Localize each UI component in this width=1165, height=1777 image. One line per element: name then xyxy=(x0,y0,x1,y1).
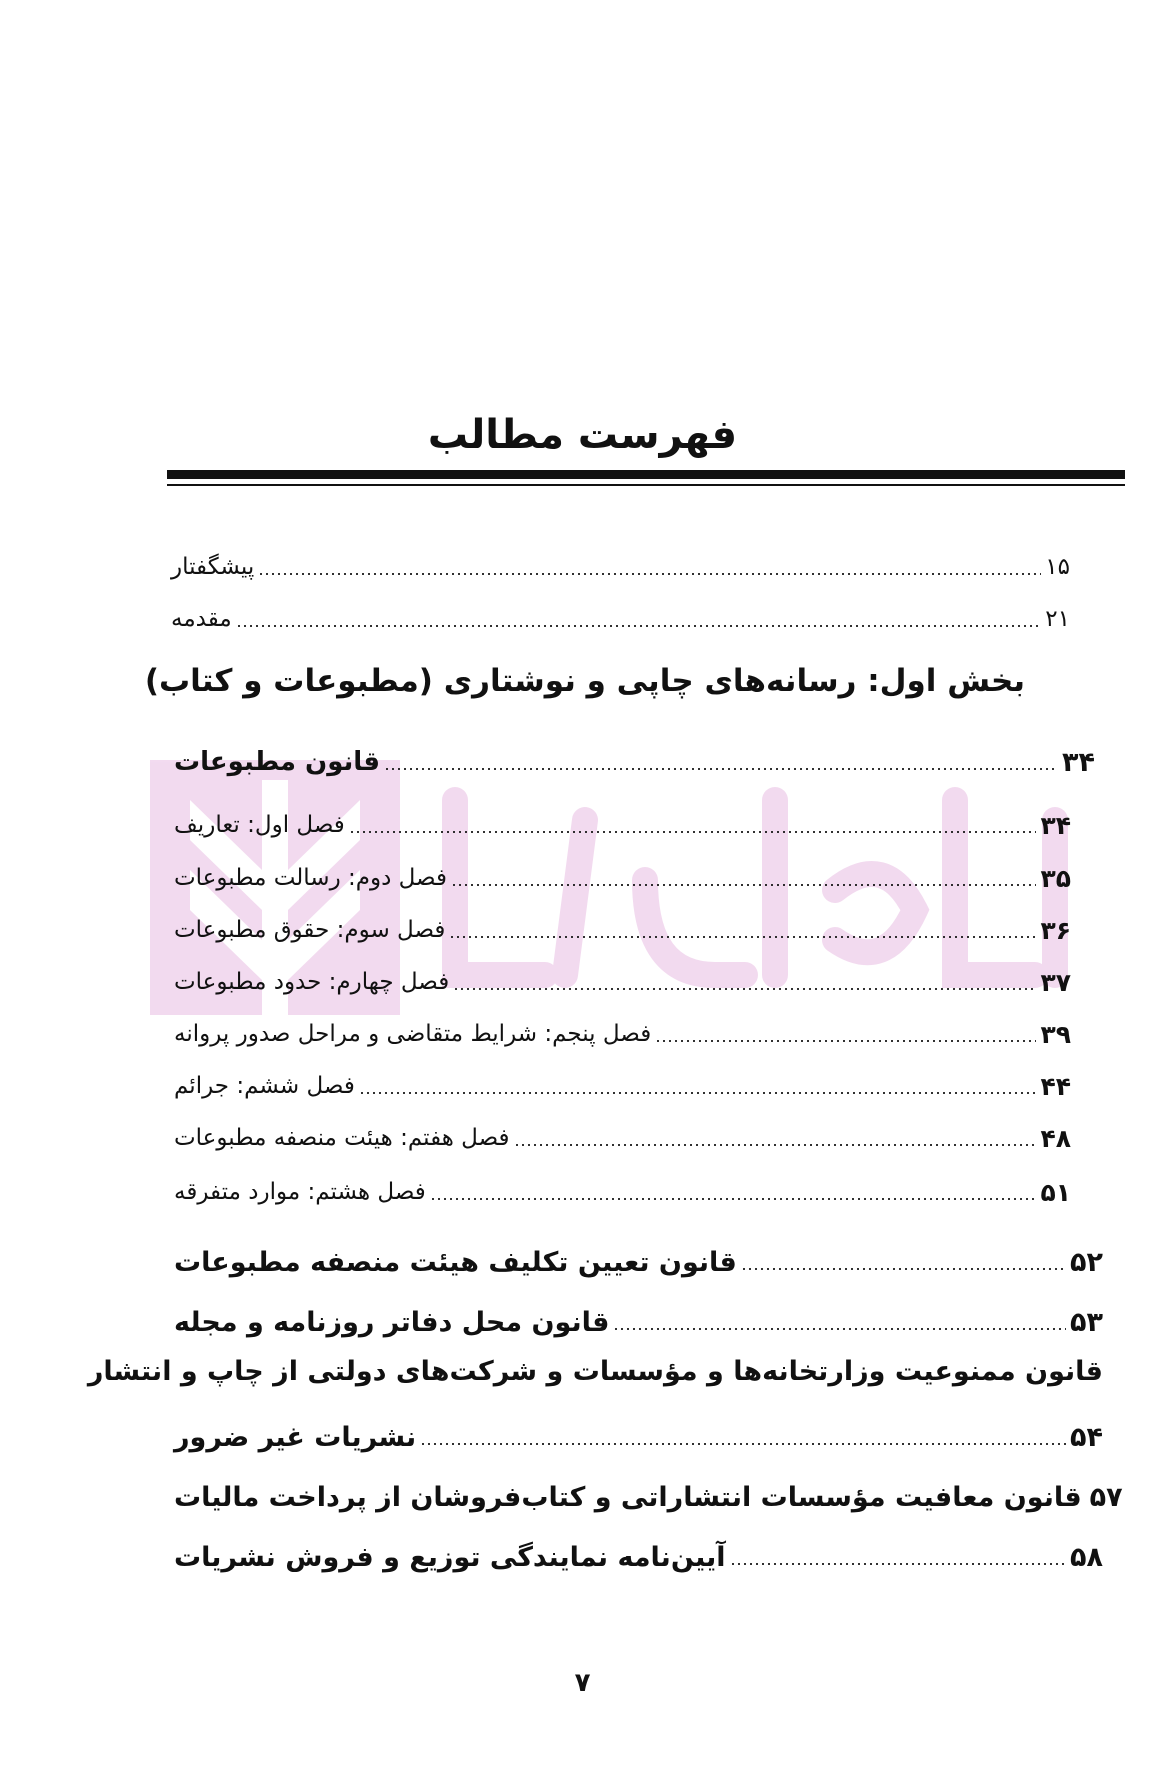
toc-entry-label: نشریات غیر ضرور xyxy=(174,1421,417,1453)
title-rule-thick xyxy=(167,470,1125,479)
toc-entry-law[interactable] xyxy=(170,1300,1103,1344)
dot-leader xyxy=(430,1198,1037,1200)
toc-entry-page: ۳۴ xyxy=(1040,810,1071,840)
page-number: ۷ xyxy=(574,1668,591,1698)
toc-entry-page: ۳۷ xyxy=(1040,967,1071,997)
toc-entry-label: فصل چهارم: حدود مطبوعات xyxy=(174,969,450,995)
toc-entry-label: فصل دوم: رسالت مطبوعات xyxy=(174,865,448,891)
toc-entry-label: فصل پنجم: شرایط متقاضی و مراحل صدور پروانه xyxy=(174,1021,652,1047)
toc-entry-page: ۵۳ xyxy=(1070,1306,1103,1338)
toc-entry-label: فصل اول: تعاریف xyxy=(174,812,345,838)
toc-entry-law[interactable] xyxy=(170,1535,1103,1579)
toc-entry-label: قانون معافیت مؤسسات انتشاراتی و کتاب‌فروشان از پرداخت مالیات xyxy=(174,1481,1082,1513)
toc-entry-page: ۵۱ xyxy=(1040,1177,1071,1207)
toc-entry-page: ۴۸ xyxy=(1040,1123,1071,1153)
toc-entry-label: فصل هشتم: موارد متفرقه xyxy=(174,1179,426,1205)
toc-entry-chapter[interactable] xyxy=(170,908,1071,952)
dot-leader xyxy=(359,1092,1037,1094)
toc-entry-label: آیین‌نامه نمایندگی توزیع و فروش نشریات xyxy=(174,1541,726,1573)
toc-entry-page: ۳۴ xyxy=(1062,746,1095,778)
toc-entry-chapter[interactable] xyxy=(170,1012,1071,1056)
toc-entry-label: فصل سوم: حقوق مطبوعات xyxy=(174,917,446,943)
toc-entry-law[interactable] xyxy=(170,1240,1103,1284)
toc-entry-label: پیشگفتار xyxy=(171,554,255,580)
toc-entry-law[interactable] xyxy=(170,1415,1103,1459)
dot-leader xyxy=(741,1268,1066,1270)
dot-leader xyxy=(258,573,1041,575)
toc-entry-page: ۵۲ xyxy=(1070,1246,1103,1278)
dot-leader xyxy=(514,1144,1037,1146)
toc-entry-introduction[interactable] xyxy=(167,597,1070,641)
dot-leader xyxy=(349,831,1037,833)
toc-entry-law[interactable] xyxy=(170,1475,1123,1519)
toc-entry-page: ۵۴ xyxy=(1070,1421,1103,1453)
dot-leader xyxy=(420,1443,1066,1445)
part-heading: بخش اول: رسانه‌های چاپی و نوشتاری (مطبوعات و کتاب) xyxy=(144,663,1025,699)
toc-entry-label: مقدمه xyxy=(171,606,232,632)
toc-entry-chapter[interactable] xyxy=(170,803,1071,847)
dot-leader xyxy=(384,768,1058,770)
dot-leader xyxy=(236,625,1042,627)
toc-entry-law-line1[interactable]: قانون ممنوعیت وزارتخانه‌ها و مؤسسات و شرکت‌های دولتی از چاپ و انتشار xyxy=(87,1356,1103,1387)
toc-entry-label: فصل هفتم: هیئت منصفه مطبوعات xyxy=(174,1125,510,1151)
dot-leader xyxy=(451,884,1036,886)
toc-entry-chapter[interactable] xyxy=(170,1116,1071,1160)
dot-leader xyxy=(453,988,1036,990)
toc-entry-press-law[interactable] xyxy=(170,740,1095,784)
toc-entry-page: ۲۱ xyxy=(1045,606,1070,632)
toc-entry-chapter[interactable] xyxy=(170,856,1071,900)
toc-entry-chapter[interactable] xyxy=(170,960,1071,1004)
dot-leader xyxy=(730,1563,1066,1565)
toc-entry-page: ۴۴ xyxy=(1040,1071,1071,1101)
title-rule-thin xyxy=(167,484,1125,486)
page-title: فهرست مطالب xyxy=(427,412,738,458)
dot-leader xyxy=(449,936,1036,938)
toc-entry-chapter[interactable] xyxy=(170,1064,1071,1108)
toc-entry-preface[interactable] xyxy=(167,545,1070,589)
toc-entry-label: قانون محل دفاتر روزنامه و مجله xyxy=(174,1306,610,1338)
toc-entry-chapter[interactable] xyxy=(170,1170,1071,1214)
toc-entry-page: ۵۸ xyxy=(1070,1541,1103,1573)
toc-entry-label: فصل ششم: جرائم xyxy=(174,1073,355,1099)
toc-entry-label: قانون مطبوعات xyxy=(174,747,381,777)
toc-entry-page: ۳۶ xyxy=(1040,915,1071,945)
toc-entry-label: قانون تعیین تکلیف هیئت منصفه مطبوعات xyxy=(174,1246,737,1278)
toc-entry-page: ۳۵ xyxy=(1040,863,1071,893)
dot-leader xyxy=(655,1040,1036,1042)
dot-leader xyxy=(613,1328,1066,1330)
toc-entry-page: ۱۵ xyxy=(1045,554,1070,580)
toc-entry-page: ۵۷ xyxy=(1089,1481,1123,1513)
toc-entry-page: ۳۹ xyxy=(1040,1019,1071,1049)
